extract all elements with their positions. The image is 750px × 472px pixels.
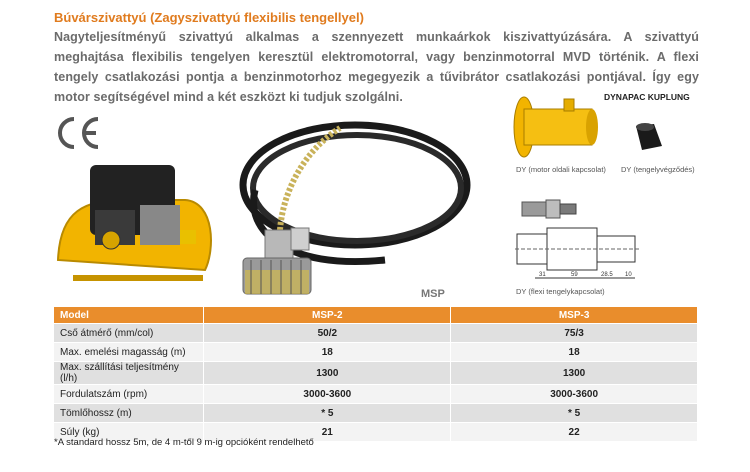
header-model: Model [54, 307, 204, 324]
flexi-coupling-image [520, 196, 580, 222]
cell-msp3: 18 [451, 343, 698, 362]
table-header-row [54, 307, 698, 324]
row-label: Max. emelési magasság (m) [54, 343, 204, 362]
table-row [54, 404, 698, 423]
header-msp3: MSP-3 [451, 307, 698, 324]
product-label: MSP [421, 288, 445, 300]
row-label: Fordulatszám (rpm) [54, 385, 204, 404]
shaft-end-image [632, 120, 666, 152]
table-row [54, 343, 698, 362]
page-title: Búvárszivattyú (Zagyszivattyú flexibilis tengellyel) [54, 10, 364, 25]
caption-flexi: DY (flexi tengelykapcsolat) [516, 287, 605, 296]
row-label: Max. szállítási teljesítmény (l/h) [54, 362, 204, 385]
dim-2: 59 [571, 272, 578, 278]
cell-msp2: * 5 [204, 404, 451, 423]
row-label: Súly (kg) [54, 423, 204, 442]
table-row [54, 362, 698, 385]
header-msp2: MSP-2 [204, 307, 451, 324]
dynapac-title: DYNAPAC KUPLUNG [604, 92, 690, 102]
cell-msp3: 1300 [451, 362, 698, 385]
cell-msp2: 3000-3600 [204, 385, 451, 404]
caption-motor: DY (motor oldali kapcsolat) [516, 165, 606, 174]
cell-msp2: 50/2 [204, 324, 451, 343]
dim-3: 28.5 [601, 272, 613, 278]
cell-msp3: 3000-3600 [451, 385, 698, 404]
pump-illustration [55, 110, 475, 300]
footnote: *A standard hossz 5m, de 4 m-től 9 m-ig opcióként rendelhető [54, 437, 314, 448]
cell-msp3: 22 [451, 423, 698, 442]
dim-1: 31 [539, 272, 546, 278]
caption-shaft-end: DY (tengelyvégződés) [621, 165, 695, 174]
table-row [54, 385, 698, 404]
cell-msp2: 18 [204, 343, 451, 362]
spec-table [54, 307, 698, 441]
product-description: Nagyteljesítményű szivattyú alkalmas a szennyezett munkaárkok kiszivattyúzására. A szivattyú meghajtása flexibilis tengelyen keresztül elektromotorral, vagy benzinmotorral MVD történik. A flexi tengely csatlakozási pontja a benzinmotorhoz megegyezik a tűvibrátor csatlakozási pontjával. Így egy motor segítségével mind a két eszközt ki tudjuk szolgálni. [54, 30, 699, 104]
motor-coupling-image [512, 95, 607, 160]
cell-msp3: * 5 [451, 404, 698, 423]
table-row [54, 324, 698, 343]
dim-4: 10 [625, 272, 632, 278]
cell-msp2: 1300 [204, 362, 451, 385]
coupling-drawing [515, 222, 640, 282]
cell-msp3: 75/3 [451, 324, 698, 343]
cell-msp2: 21 [204, 423, 451, 442]
row-label: Tömlőhossz (m) [54, 404, 204, 423]
row-label: Cső átmérő (mm/col) [54, 324, 204, 343]
